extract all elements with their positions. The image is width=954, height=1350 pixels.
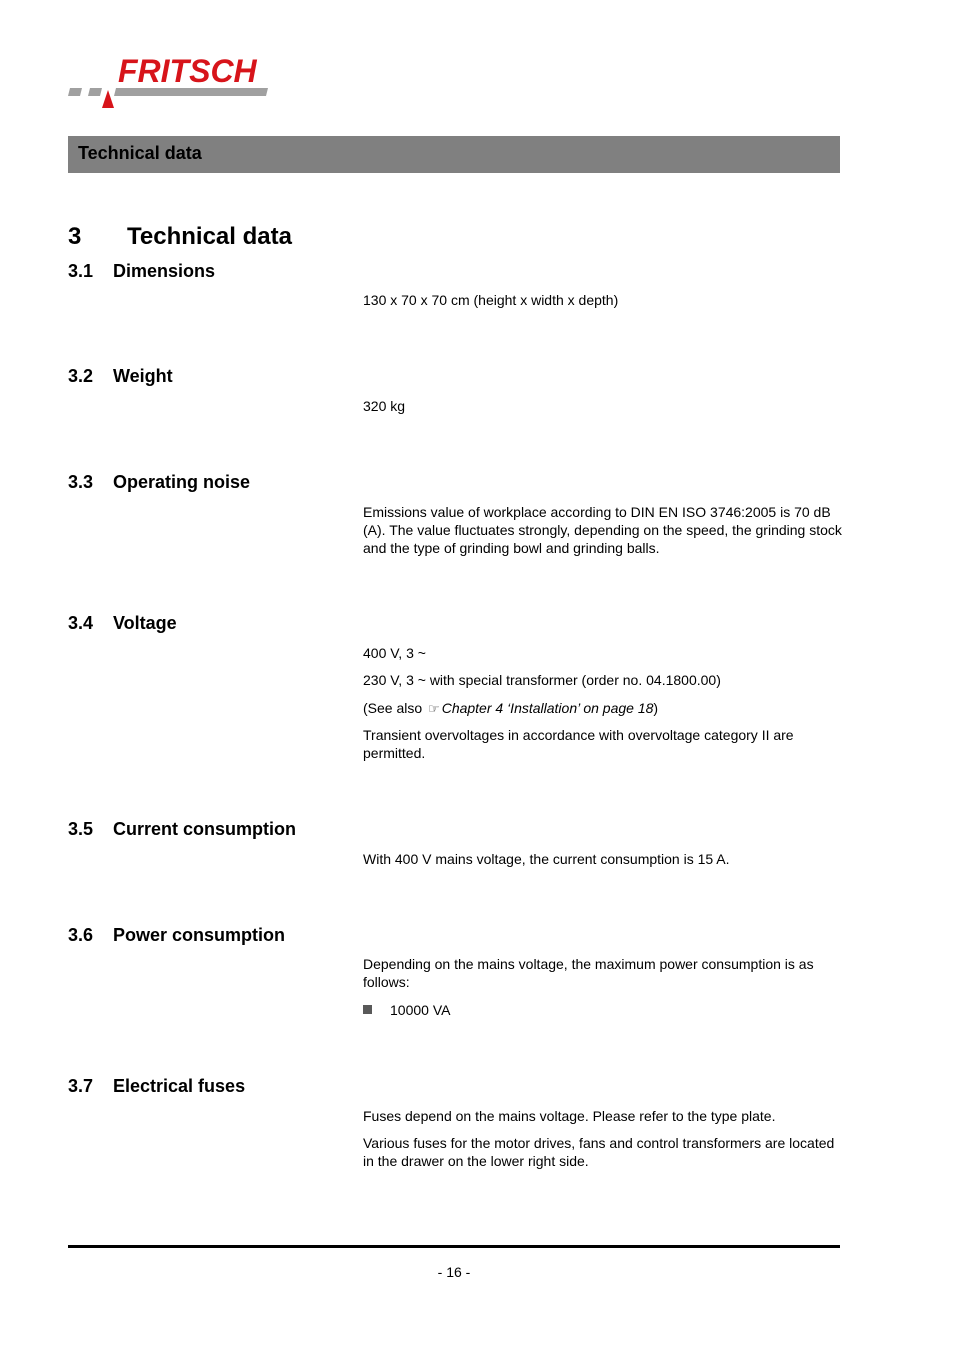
page-number: - 16 - [437,1264,471,1280]
section-title-electrical-fuses: Electrical fuses [113,1076,246,1096]
voltage-text-1: 400 V, 3 ~ [363,645,426,661]
section-number: 3.4 [68,613,94,633]
header-bar [68,136,840,173]
current-consumption-text: With 400 V mains voltage, the current consumption is 15 A. [363,851,730,867]
power-consumption-text: Depending on the mains voltage, the maximum power consumption is as follows: [363,956,814,990]
section-number: 3.1 [68,261,94,281]
section-title-voltage: Voltage [113,613,177,633]
operating-noise-text: Emissions value of workplace according to DIN EN ISO 3746:2005 is 70 dB (A). The value fluctuates strongly, depending on the speed, the grinding stock and the type of grinding bowl and grinding balls. [363,504,842,556]
pointer-hand-icon: ☞ [428,701,440,716]
logo-text: FRITSCH [118,53,257,89]
dimensions-text: 130 x 70 x 70 cm (height x width x depth) [363,292,619,308]
section-number: 3.7 [68,1076,94,1096]
section-number: 3.2 [68,366,94,386]
voltage-text-3: Transient overvoltages in accordance with overvoltage category II are permitted. [363,727,794,761]
voltage-text-2: 230 V, 3 ~ with special transformer (order no. 04.1800.00) [363,672,721,688]
section-title-weight: Weight [113,366,173,386]
section-number: 3.5 [68,819,94,839]
fuses-text-1: Fuses depend on the mains voltage. Please refer to the type plate. [363,1108,776,1124]
see-also-suffix: ) [653,700,659,716]
bullet-square-icon [363,1005,372,1014]
section-title-dimensions: Dimensions [113,261,216,281]
section-title-power-consumption: Power consumption [113,925,286,945]
see-also-prefix: (See also [363,700,427,716]
section-title-current-consumption: Current consumption [113,819,296,839]
section-number: 3.6 [68,925,94,945]
power-bullet-item: 10000 VA [390,1002,451,1018]
chapter-link[interactable]: Chapter 4 ‘Installation’ on page 18 [441,700,654,716]
section-title-operating-noise: Operating noise [113,472,251,492]
weight-text: 320 kg [363,398,406,414]
footer-divider [68,1245,840,1248]
voltage-see-also [363,699,843,718]
fuses-text-2: Various fuses for the motor drives, fans and control transformers are located in the drawer on the lower right side. [363,1135,835,1169]
header-title: Technical data [78,143,202,163]
chapter-title: Technical data [127,223,292,250]
section-number: 3.3 [68,472,94,492]
chapter-number: 3 [68,223,82,250]
fritsch-logo [68,52,288,112]
